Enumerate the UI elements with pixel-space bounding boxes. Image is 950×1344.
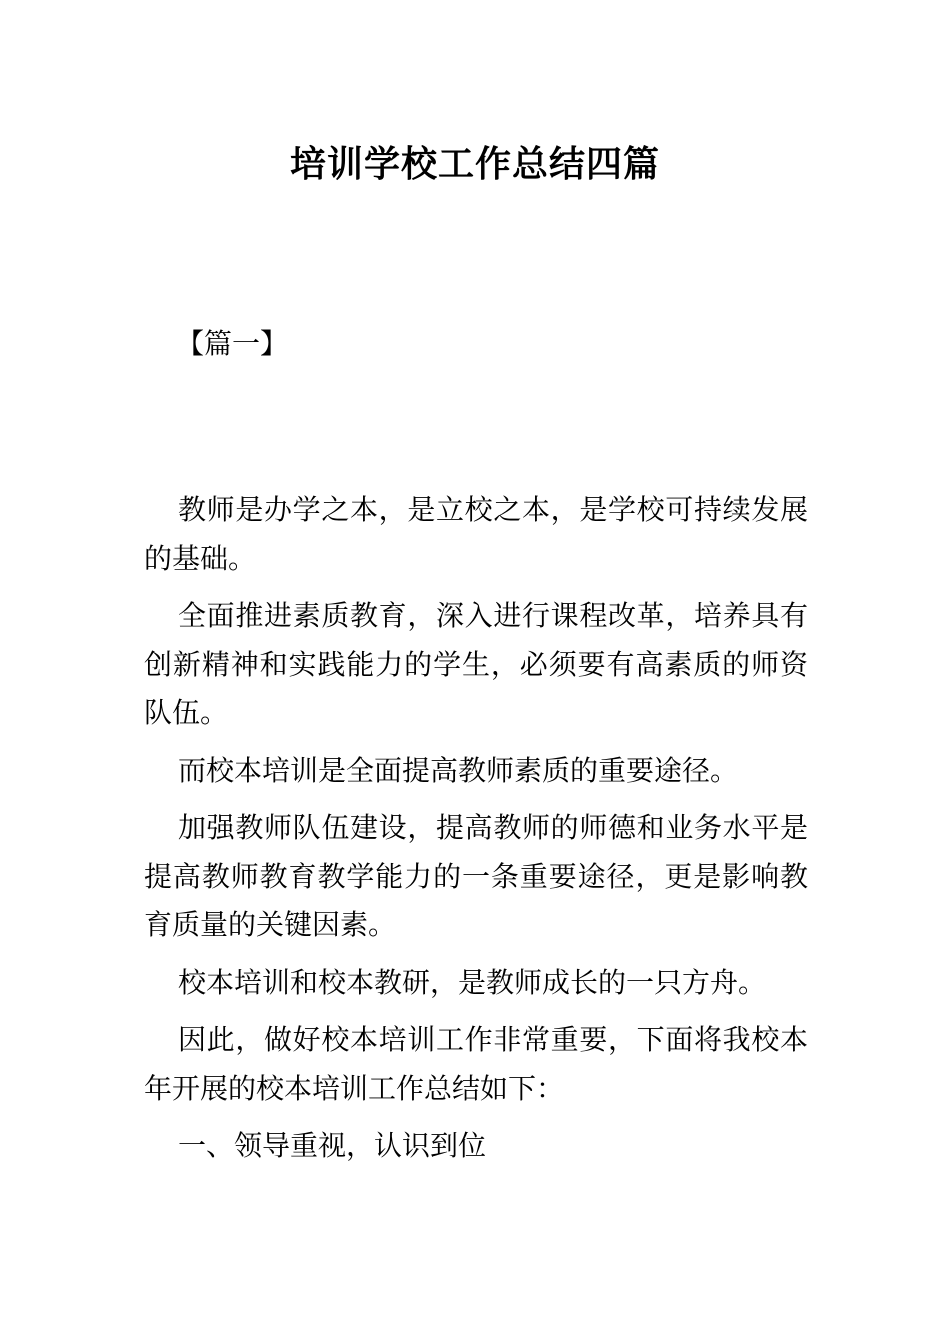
paragraph-4: 加强教师队伍建设，提高教师的师德和业务水平是提高教师教育教学能力的一条重要途径，更是影响教育质量的关键因素。: [144, 811, 808, 941]
paragraph-6: 因此，做好校本培训工作非常重要，下面将我校本年开展的校本培训工作总结如下：: [144, 1023, 808, 1105]
paragraph-2: 全面推进素质教育，深入进行课程改革，培养具有创新精神和实践能力的学生，必须要有高素质的师资队伍。: [144, 599, 808, 729]
paragraph-5: 校本培训和校本教研，是教师成长的一只方舟。: [178, 965, 767, 999]
paragraph-1: 教师是办学之本，是立校之本，是学校可持续发展的基础。: [144, 493, 808, 575]
section-label: 【篇一】: [176, 327, 289, 360]
document-title: 培训学校工作总结四篇: [289, 144, 660, 185]
document-body: [144, 486, 808, 1180]
paragraph-3: 而校本培训是全面提高教师素质的重要途径。: [178, 753, 739, 787]
section-heading-1: 一、领导重视，认识到位: [178, 1129, 487, 1162]
